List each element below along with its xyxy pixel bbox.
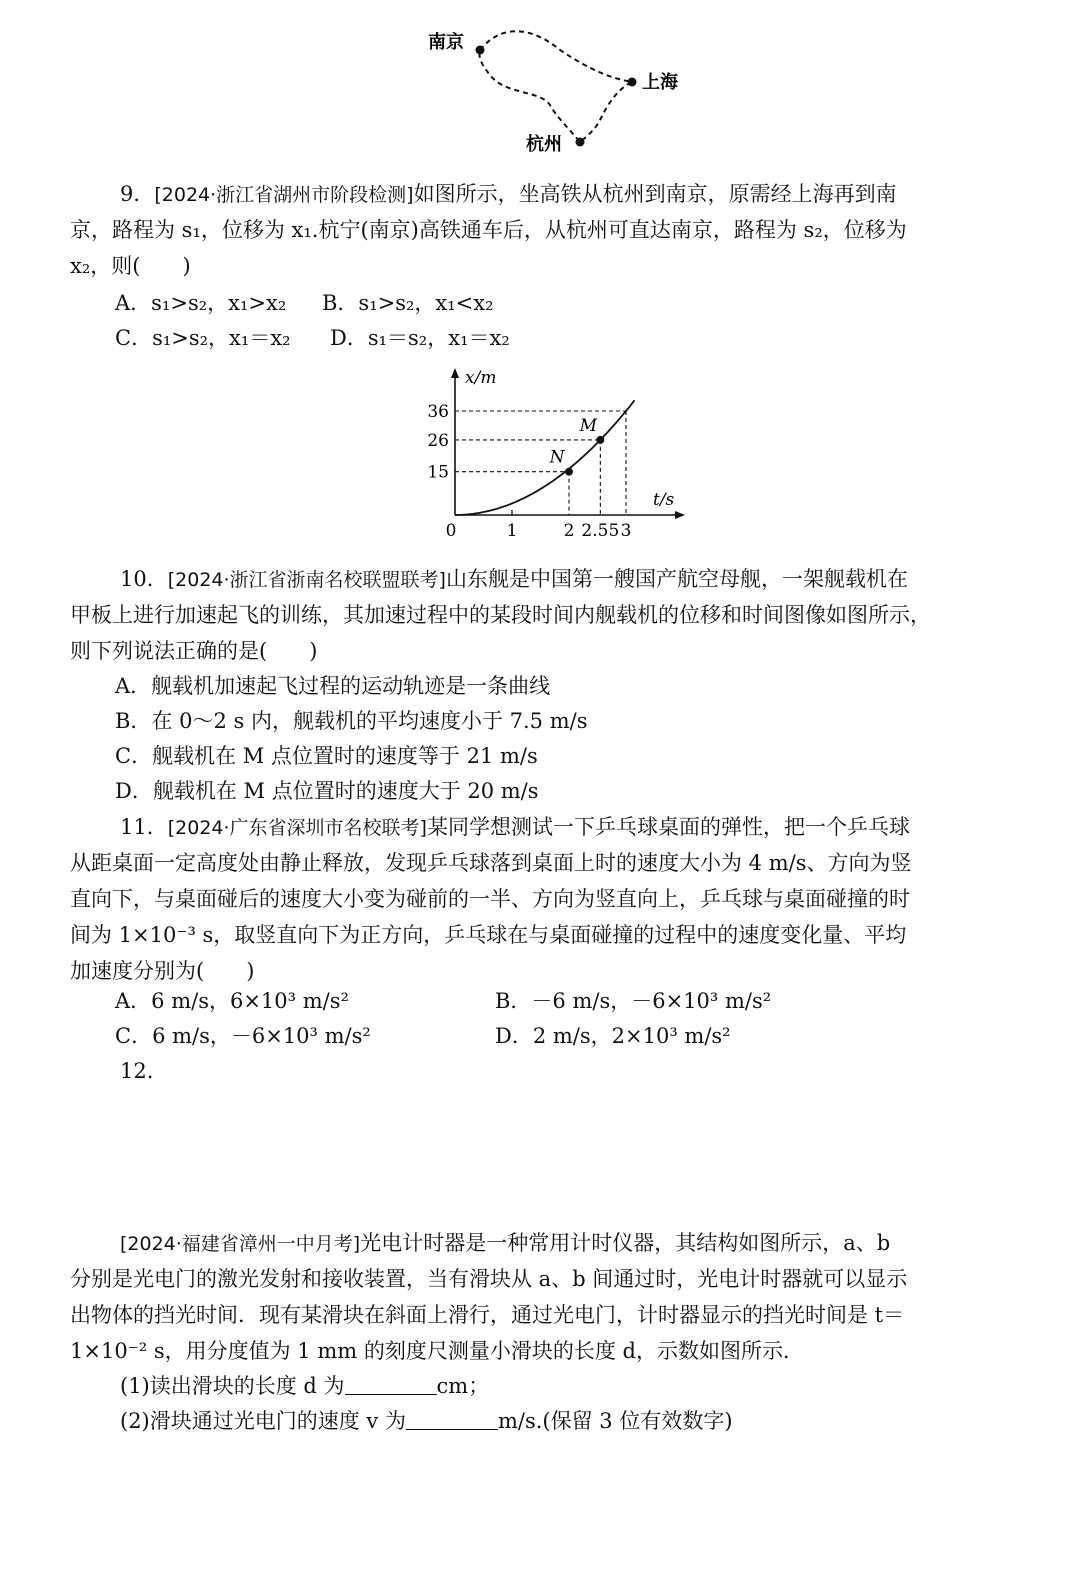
q10-line2: 甲板上进行加速起飞的训练，其加速过程中的某段时间内舰载机的位移和时间图像如图所示，	[70, 603, 931, 627]
nanjing-dot	[476, 46, 485, 55]
q9-line1	[120, 178, 897, 211]
y-axis-arrow	[451, 368, 459, 378]
q9-line2: 京，路程为 s₁，位移为 x₁.杭宁(南京)高铁通车后，从杭州可直达南京，路程为 s₂，位移为	[70, 218, 907, 242]
q11-line5: 加速度分别为( )	[70, 959, 255, 983]
q9-option-b[interactable]: B．s₁>s₂，x₁<x₂	[322, 291, 494, 315]
q12-number: 12.	[120, 1059, 154, 1083]
q12-line4: 1×10⁻² s，用分度值为 1 mm 的刻度尺测量小滑块的长度 d，示数如图所示．	[70, 1339, 804, 1363]
point-M	[596, 436, 604, 444]
xt-curve	[455, 400, 635, 515]
q11-number: 11．	[120, 815, 168, 839]
x-tick-label: 1	[506, 521, 518, 541]
x-tick-label: 2	[563, 521, 575, 541]
q10-line1-text: 山东舰是中国第一艘国产航空母舰，一架舰载机在	[445, 567, 908, 591]
q12-line1-text: 光电计时器是一种常用计时仪器，其结构如图所示，a、b	[360, 1231, 891, 1255]
q12-sub2-unit: m/s.(保留 3 位有效数字)	[497, 1409, 733, 1433]
q11-line1	[120, 811, 910, 844]
q9-option-c[interactable]: C．s₁>s₂，x₁＝x₂	[115, 326, 291, 350]
q9-option-a[interactable]: A．s₁>s₂，x₁>x₂	[115, 291, 287, 315]
q12-sub2	[120, 1405, 733, 1437]
q9-line1-text: 如图所示，坐高铁从杭州到南京，原需经上海再到南	[413, 182, 897, 206]
point-label-N: N	[549, 447, 565, 468]
q12-sub1-prompt: (1)读出滑块的长度 d 为	[120, 1374, 345, 1398]
q12-line2: 分别是光电门的激光发射和接收装置，当有滑块从 a、b 间通过时，光电计时器就可以显示	[70, 1267, 908, 1291]
q12-sub1-answer-blank[interactable]	[345, 1372, 437, 1395]
q11-line2: 从距桌面一定高度处由静止释放，发现乒乓球落到桌面上时的速度大小为 4 m/s、方向为竖	[70, 851, 912, 875]
q9-number: 9．	[120, 182, 155, 206]
q12-sub2-prompt: (2)滑块通过光电门的速度 v 为	[120, 1409, 406, 1433]
q11-line3: 直向下，与桌面碰后的速度大小变为碰前的一半、方向为竖直向上，乒乓球与桌面碰撞的时	[70, 887, 910, 911]
x-axis-arrow	[675, 511, 685, 519]
shanghai-label: 上海	[642, 72, 678, 93]
q11-line1-text: 某同学想测试一下乒乓球桌面的弹性，把一个乒乓球	[426, 815, 910, 839]
q10-option-c[interactable]: C．舰载机在 M 点位置时的速度等于 21 m/s	[115, 744, 538, 768]
route-map-figure	[400, 20, 720, 170]
q12-sub1	[120, 1370, 489, 1402]
hangzhou-dot	[576, 138, 585, 147]
q11-option-d[interactable]: D．2 m/s，2×10³ m/s²	[495, 1024, 731, 1048]
q9-option-d[interactable]: D．s₁＝s₂，x₁＝x₂	[330, 326, 510, 350]
q10-source: [2024·浙江省浙南名校联盟联考]	[167, 569, 446, 591]
point-N	[565, 468, 573, 476]
x-axis-label: t/s	[653, 490, 675, 510]
q11-line4: 间为 1×10⁻³ s，取竖直向下为正方向，乒乓球在与桌面碰撞的过程中的速度变化量、平均	[70, 923, 907, 947]
q12-line1	[120, 1227, 890, 1260]
route-dashed-path	[479, 31, 632, 142]
shanghai-dot	[628, 78, 637, 87]
q12-line3: 出物体的挡光时间．现有某滑块在斜面上滑行，通过光电门，计时器显示的挡光时间是 t＝	[70, 1303, 905, 1327]
x-tick-label: 2.55	[581, 521, 620, 541]
xt-chart	[425, 365, 695, 550]
hangzhou-label: 杭州	[526, 134, 562, 155]
y-tick-label: 15	[427, 462, 449, 483]
q10-option-b[interactable]: B．在 0～2 s 内，舰载机的平均速度小于 7.5 m/s	[115, 709, 588, 733]
y-axis-label: x/m	[465, 368, 497, 388]
x-tick-label: 3	[620, 521, 632, 541]
y-tick-label: 26	[427, 430, 449, 451]
q9-source: [2024·浙江省湖州市阶段检测]	[154, 184, 414, 206]
q11-option-a[interactable]: A．6 m/s，6×10³ m/s²	[115, 989, 349, 1013]
q12-source: [2024·福建省漳州一中月考]	[120, 1233, 361, 1255]
point-label-M: M	[579, 415, 598, 436]
q12-sub2-answer-blank[interactable]	[406, 1407, 498, 1430]
nanjing-label: 南京	[428, 32, 464, 53]
q10-option-d[interactable]: D．舰载机在 M 点位置时的速度大于 20 m/s	[115, 779, 539, 803]
q10-option-a[interactable]: A．舰载机加速起飞过程的运动轨迹是一条曲线	[115, 674, 551, 698]
q9-line3: x₂，则( )	[70, 254, 191, 278]
q10-line1	[120, 563, 908, 596]
q11-source: [2024·广东省深圳市名校联考]	[167, 817, 427, 839]
y-tick-label: 36	[427, 402, 449, 422]
q12-sub1-unit: cm；	[436, 1374, 490, 1398]
q10-number: 10．	[120, 567, 168, 591]
q11-option-c[interactable]: C．6 m/s，－6×10³ m/s²	[115, 1024, 371, 1048]
q10-line3: 则下列说法正确的是( )	[70, 639, 318, 663]
x-tick-label: 0	[445, 521, 457, 541]
q11-option-b[interactable]: B．－6 m/s，－6×10³ m/s²	[495, 989, 772, 1013]
